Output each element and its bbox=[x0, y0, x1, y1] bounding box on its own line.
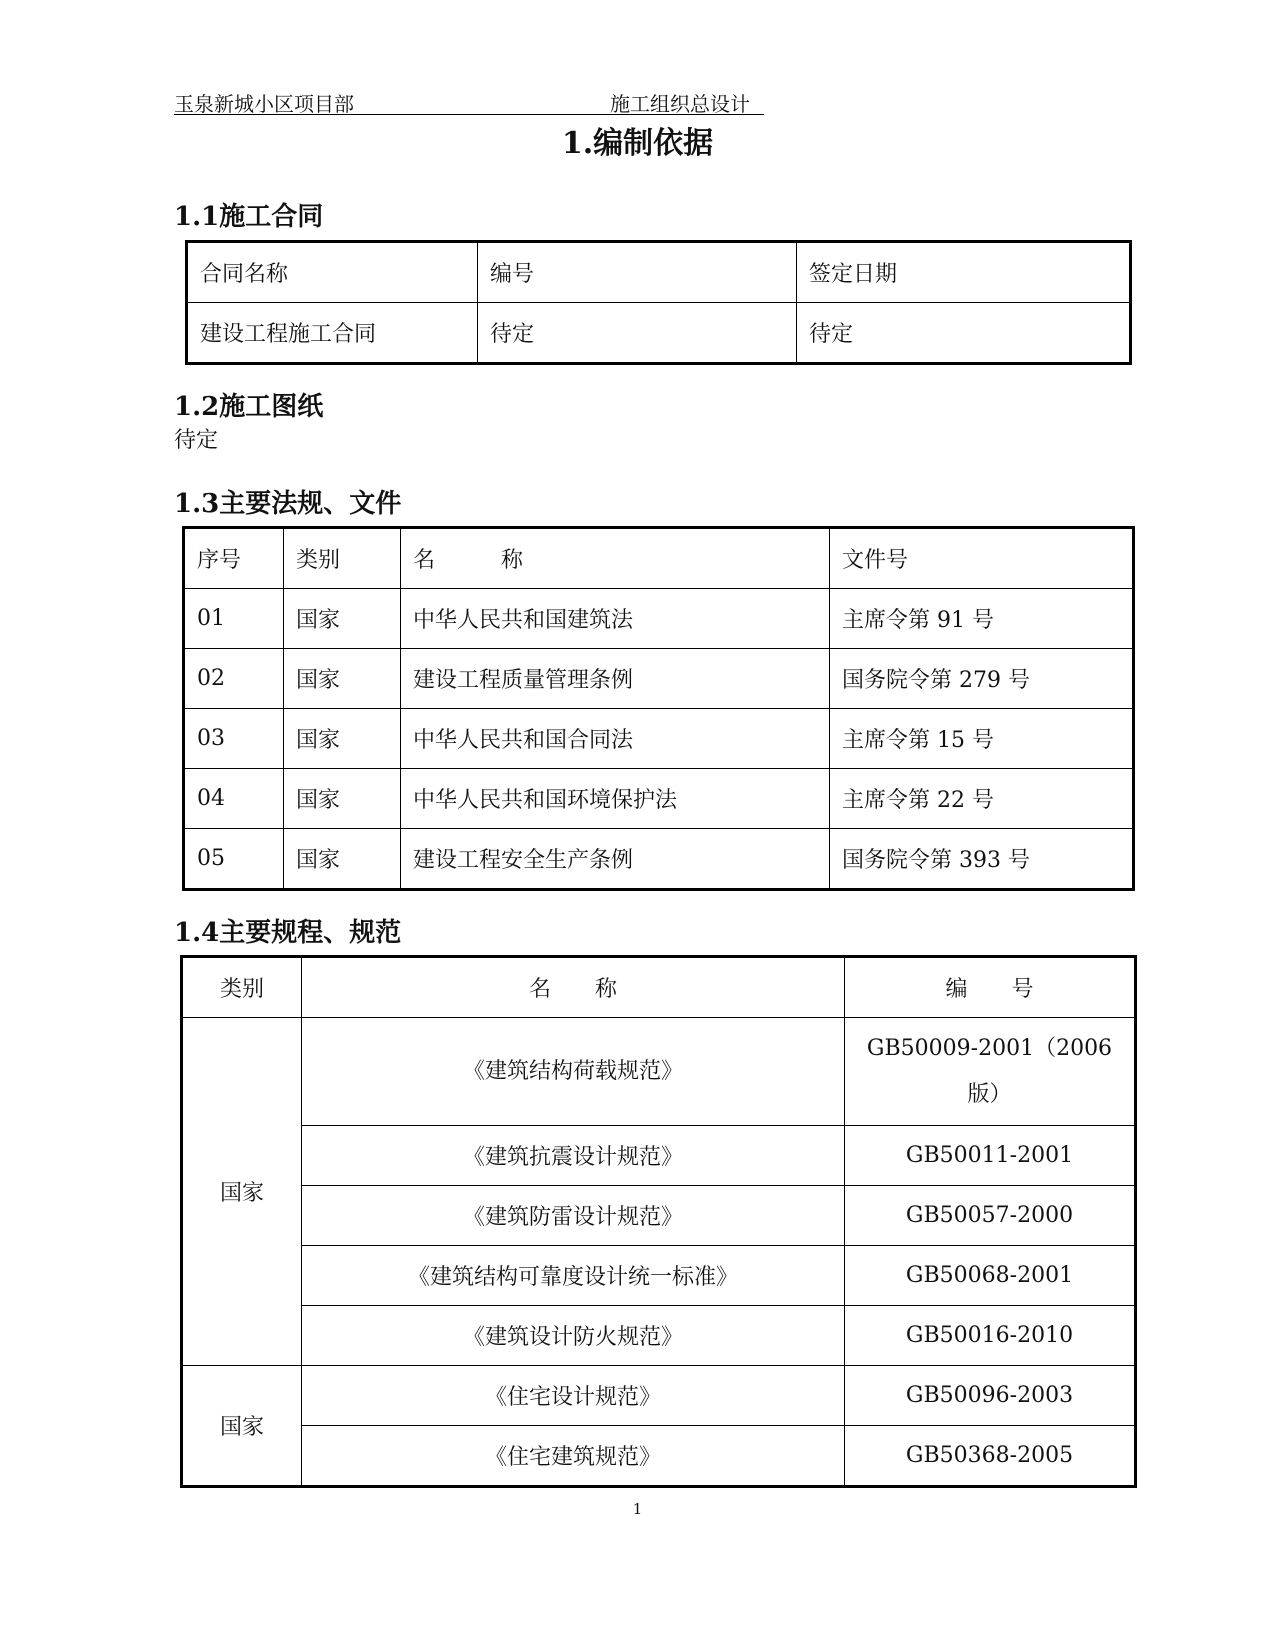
table-cell: 国家 bbox=[284, 589, 401, 649]
category-cell: 国家 bbox=[182, 1018, 302, 1366]
table-cell: 国家 bbox=[284, 829, 401, 890]
table-header-cell: 签定日期 bbox=[797, 242, 1131, 303]
table-cell: GB50096-2003 bbox=[845, 1366, 1136, 1426]
table-row bbox=[182, 1018, 1136, 1126]
table-row bbox=[182, 1246, 1136, 1306]
table-cell: 国家 bbox=[284, 769, 401, 829]
table-header-row bbox=[182, 957, 1136, 1018]
table-cell: GB50057-2000 bbox=[845, 1186, 1136, 1246]
chapter-title: 1.编制依据 bbox=[561, 126, 714, 161]
specs-table bbox=[180, 955, 1137, 1488]
section-heading-contract: 1.1施工合同 bbox=[174, 202, 324, 232]
table-cell: GB50068-2001 bbox=[845, 1246, 1136, 1306]
table-cell: 国家 bbox=[284, 649, 401, 709]
table-cell: 《建筑设计防火规范》 bbox=[302, 1306, 845, 1366]
contract-table bbox=[185, 240, 1132, 365]
table-cell: 05 bbox=[184, 829, 284, 890]
section-heading-specs: 1.4主要规程、规范 bbox=[174, 918, 402, 948]
table-cell: 主席令第 15 号 bbox=[830, 709, 1134, 769]
table-cell: 国家 bbox=[284, 709, 401, 769]
laws-table bbox=[182, 526, 1135, 891]
page-header bbox=[174, 84, 764, 115]
table-cell: 《住宅建筑规范》 bbox=[302, 1426, 845, 1487]
table-header-cell: 名 称 bbox=[401, 528, 830, 589]
section-heading-laws: 1.3主要法规、文件 bbox=[174, 489, 402, 519]
table-cell: GB50011-2001 bbox=[845, 1126, 1136, 1186]
table-cell: 待定 bbox=[797, 303, 1131, 364]
table-header-cell: 文件号 bbox=[830, 528, 1134, 589]
table-row bbox=[182, 1126, 1136, 1186]
table-cell: 《住宅设计规范》 bbox=[302, 1366, 845, 1426]
header-project: 玉泉新城小区项目部 bbox=[174, 92, 354, 116]
table-cell: 待定 bbox=[478, 303, 797, 364]
table-cell: 国务院令第 279 号 bbox=[830, 649, 1134, 709]
table-row bbox=[184, 769, 1134, 829]
table-header-cell: 类别 bbox=[284, 528, 401, 589]
table-header-row bbox=[184, 528, 1134, 589]
table-header-cell: 编 号 bbox=[845, 957, 1136, 1018]
table-row bbox=[184, 589, 1134, 649]
table-row bbox=[184, 709, 1134, 769]
table-cell: GB50016-2010 bbox=[845, 1306, 1136, 1366]
table-cell: 主席令第 22 号 bbox=[830, 769, 1134, 829]
table-header-cell: 合同名称 bbox=[187, 242, 478, 303]
table-row bbox=[184, 649, 1134, 709]
table-cell: 建设工程质量管理条例 bbox=[401, 649, 830, 709]
table-cell: 建设工程安全生产条例 bbox=[401, 829, 830, 890]
table-header-cell: 编号 bbox=[478, 242, 797, 303]
table-cell: 中华人民共和国环境保护法 bbox=[401, 769, 830, 829]
table-header-cell: 名 称 bbox=[302, 957, 845, 1018]
table-header-cell: 类别 bbox=[182, 957, 302, 1018]
table-row bbox=[182, 1426, 1136, 1487]
table-cell: 《建筑结构荷载规范》 bbox=[302, 1018, 845, 1126]
table-cell: 主席令第 91 号 bbox=[830, 589, 1134, 649]
category-cell: 国家 bbox=[182, 1366, 302, 1487]
table-cell: GB50368-2005 bbox=[845, 1426, 1136, 1487]
section-heading-drawings: 1.2施工图纸 bbox=[174, 392, 324, 422]
table-row bbox=[184, 829, 1134, 890]
table-row bbox=[182, 1186, 1136, 1246]
table-cell: 03 bbox=[184, 709, 284, 769]
table-row bbox=[187, 303, 1131, 364]
table-cell: 02 bbox=[184, 649, 284, 709]
header-doc-title: 施工组织总设计 bbox=[610, 92, 750, 116]
drawings-text: 待定 bbox=[174, 428, 219, 453]
table-cell: 《建筑抗震设计规范》 bbox=[302, 1126, 845, 1186]
table-cell: 国务院令第 393 号 bbox=[830, 829, 1134, 890]
table-row bbox=[182, 1306, 1136, 1366]
table-cell: 中华人民共和国合同法 bbox=[401, 709, 830, 769]
table-header-cell: 序号 bbox=[184, 528, 284, 589]
table-cell: 01 bbox=[184, 589, 284, 649]
table-cell: 《建筑结构可靠度设计统一标准》 bbox=[302, 1246, 845, 1306]
table-header-row bbox=[187, 242, 1131, 303]
table-row bbox=[182, 1366, 1136, 1426]
table-cell: 《建筑防雷设计规范》 bbox=[302, 1186, 845, 1246]
table-cell: 中华人民共和国建筑法 bbox=[401, 589, 830, 649]
table-cell: 04 bbox=[184, 769, 284, 829]
table-cell: GB50009-2001（2006版） bbox=[845, 1018, 1136, 1126]
table-cell: 建设工程施工合同 bbox=[187, 303, 478, 364]
page-number: 1 bbox=[632, 1500, 643, 1518]
